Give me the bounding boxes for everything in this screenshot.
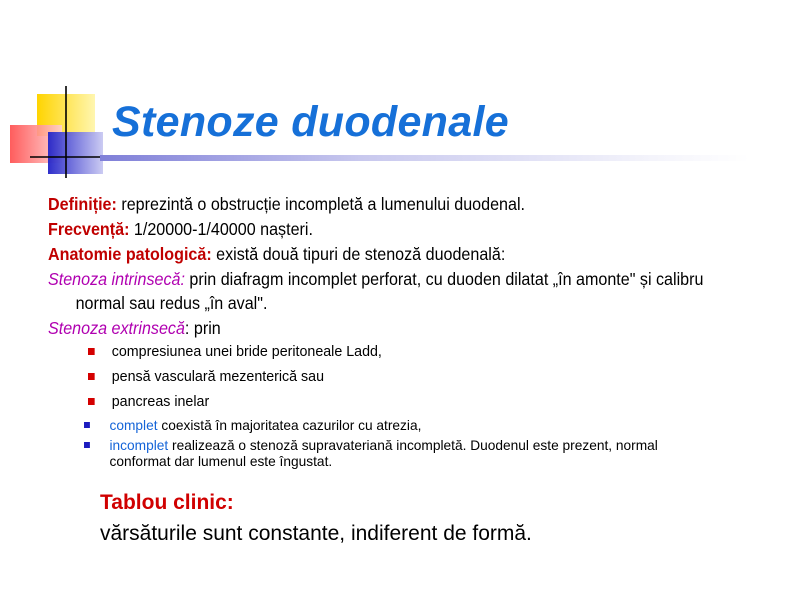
incomplet-text: realizează o stenoză supravateriană incompletă. Duodenul este prezent, normal conformat dar lumenul este îngustat. bbox=[109, 437, 658, 469]
slide-title: Stenoze duodenale bbox=[112, 98, 509, 146]
definition-label: Definiție: bbox=[48, 194, 117, 214]
extrinsic-label: Stenoza extrinsecă bbox=[48, 318, 185, 338]
frequency-line bbox=[48, 217, 692, 241]
frequency-label: Frecvență: bbox=[48, 219, 130, 239]
extrinsic-text: prin bbox=[189, 318, 221, 338]
list-item: pensă vasculară mezenterică sau bbox=[88, 367, 715, 387]
intrinsic-text: prin diafragm incomplet perforat, cu duoden dilatat „în amonte" și calibru normal sau redus „în aval". bbox=[75, 269, 704, 313]
sub-list-item bbox=[85, 437, 698, 469]
decorative-logo-squares bbox=[0, 0, 120, 180]
intrinsic-line bbox=[48, 267, 756, 315]
clinical-text: vărsăturile sunt constante, indiferent de formă. bbox=[100, 522, 532, 545]
frequency-text: 1/20000-1/40000 nașteri. bbox=[129, 219, 313, 239]
sub-list-item bbox=[85, 417, 698, 433]
intrinsic-label: Stenoza intrinsecă: bbox=[48, 269, 185, 289]
extrinsic-causes-list bbox=[48, 342, 748, 412]
complet-label: complet bbox=[109, 417, 158, 433]
slide-body bbox=[48, 192, 748, 473]
list-item: compresiunea unei bride peritoneale Ladd, bbox=[88, 342, 715, 362]
list-item bbox=[88, 392, 715, 412]
pathology-line bbox=[48, 242, 692, 266]
pathology-text: există două tipuri de stenoză duodenală: bbox=[211, 244, 506, 264]
pathology-colon: : bbox=[206, 244, 212, 264]
clinical-heading: Tablou clinic: bbox=[100, 491, 234, 514]
incomplet-label: incomplet bbox=[109, 437, 169, 453]
list-item-label: pancreas inelar bbox=[111, 393, 210, 410]
extrinsic-line bbox=[48, 316, 692, 340]
definition-text: reprezintă o obstrucție incompletă a lumenului duodenal. bbox=[116, 194, 526, 214]
definition-line bbox=[48, 192, 692, 216]
annular-pancreas-sublist bbox=[48, 417, 748, 469]
complet-text: coexistă în majoritatea cazurilor cu atrezia, bbox=[157, 417, 422, 433]
extrinsic-colon: : bbox=[184, 318, 190, 338]
pathology-label: Anatomie patologică bbox=[48, 244, 207, 264]
title-underline bbox=[100, 155, 750, 161]
clinical-section bbox=[100, 490, 750, 548]
